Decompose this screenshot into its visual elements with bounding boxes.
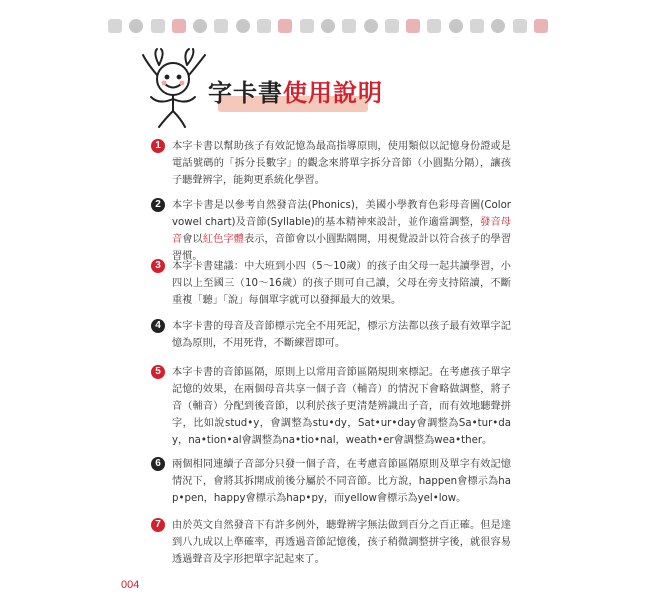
decorative-icon xyxy=(214,19,228,33)
item-text: 本字卡書以幫助孩子有效記憶為最高指導原則，使用類似以記憶身份證或是電話號碼的「拆分長數字」的觀念來將單字拆分音節（小圓點分隔），讓孩子聽聲辨字，能夠更系統化學習。 xyxy=(172,141,511,186)
page-title xyxy=(208,76,383,116)
item-number-badge: 6 xyxy=(151,457,165,471)
decorative-icon xyxy=(321,19,335,33)
page-number: 004 xyxy=(121,579,140,591)
highlight-text: 發音母音 xyxy=(172,217,511,245)
decorative-icon xyxy=(534,19,548,33)
decorative-icon xyxy=(129,19,143,33)
decorative-icon xyxy=(193,19,207,33)
title-part-2: 使用說明 xyxy=(283,78,383,107)
list-item xyxy=(151,197,511,265)
list-item xyxy=(151,138,511,189)
item-number-badge: 2 xyxy=(151,198,165,212)
decorative-icon xyxy=(364,19,378,33)
item-text: 本字卡書的母音及音節標示完全不用死記，標示方法都以孩子最有效單字記憶為原則，不用死背，不斷練習即可。 xyxy=(172,321,511,349)
item-text: 本字卡書的音節區隔，原則上以常用音節區隔規則來標記。在考慮孩子單字記憶的效果，在兩個母音共享一個子音（輔音）的情況下會略做調整，將子音（輔音）分配到後音節，以利於孩子更清楚辨識出子音，而有效地聽聲拼字，比如說stud•y，會調整為stu•dy，Sat•ur•day會調整為Sa•tur•day，na•tion•al會調整為na•tio•nal，weath•er會調整為wea•ther。 xyxy=(172,367,511,446)
title-part-1: 字卡書 xyxy=(208,78,283,107)
list-item xyxy=(151,318,511,352)
decorative-icon xyxy=(427,19,441,33)
item-number-badge: 1 xyxy=(151,139,165,153)
decorative-icon xyxy=(470,19,484,33)
decorative-icon xyxy=(491,19,505,33)
list-item xyxy=(151,456,511,507)
item-text xyxy=(172,197,511,265)
list-item xyxy=(151,258,511,309)
decorative-icon xyxy=(300,19,314,33)
highlight-text: 紅色字體 xyxy=(202,234,244,245)
list-item xyxy=(151,364,511,449)
decorative-icon xyxy=(342,19,356,33)
decorative-icon xyxy=(406,19,420,33)
decorative-icon xyxy=(385,19,399,33)
item-number-badge: 4 xyxy=(151,319,165,333)
item-number-badge: 7 xyxy=(151,518,165,532)
decorative-icon xyxy=(278,19,292,33)
decorative-icon xyxy=(172,19,186,33)
item-number-badge: 3 xyxy=(151,259,165,273)
decorative-icon xyxy=(108,19,122,33)
decorative-icon xyxy=(236,19,250,33)
list-item xyxy=(151,517,511,568)
decorative-icon xyxy=(449,19,463,33)
decorative-icon xyxy=(151,19,165,33)
decorative-icon xyxy=(257,19,271,33)
decorative-icon-strip xyxy=(108,14,548,38)
decorative-icon xyxy=(513,19,527,33)
item-text: 本字卡書建議：中大班到小四（5～10歲）的孩子由父母一起共讀學習，小四以上至國三（10～16歲）的孩子則可自己讀，父母在旁支持陪讀，不斷重複「聽」「說」每個單字就可以發揮最大的效果。 xyxy=(172,261,511,306)
item-text-part: 會以 xyxy=(182,234,203,245)
item-text: 兩個相同連續子音部分只發一個子音，在考慮音節區隔原則及單字有效記憶情況下，會將其拆開成前後分屬於不同音節。比方說，happen會標示為hap•pen，happy會標示為hap•py，而yellow會標示為yel•low。 xyxy=(172,459,511,504)
item-number-badge: 5 xyxy=(151,365,165,379)
item-text: 由於英文自然發音下有許多例外，聽聲辨字無法做到百分之百正確。但是達到八九成以上準確率，再透過音節記憶後，孩子稍微調整拼字後，就很容易透過聲音及字形把單字記起來了。 xyxy=(172,520,511,565)
item-text-part: 本字卡書是以參考自然發音法(Phonics)，美國小學教育色彩母音圖(Color vowel chart)及音節(Syllable)的基本精神來設計，並作適當調整， xyxy=(172,200,511,228)
item-text-part: 表示，音節會以小圓點隔開，用視覺設計以符合孩子的學習習慣。 xyxy=(172,234,512,262)
girl-mascot-icon xyxy=(137,45,211,131)
